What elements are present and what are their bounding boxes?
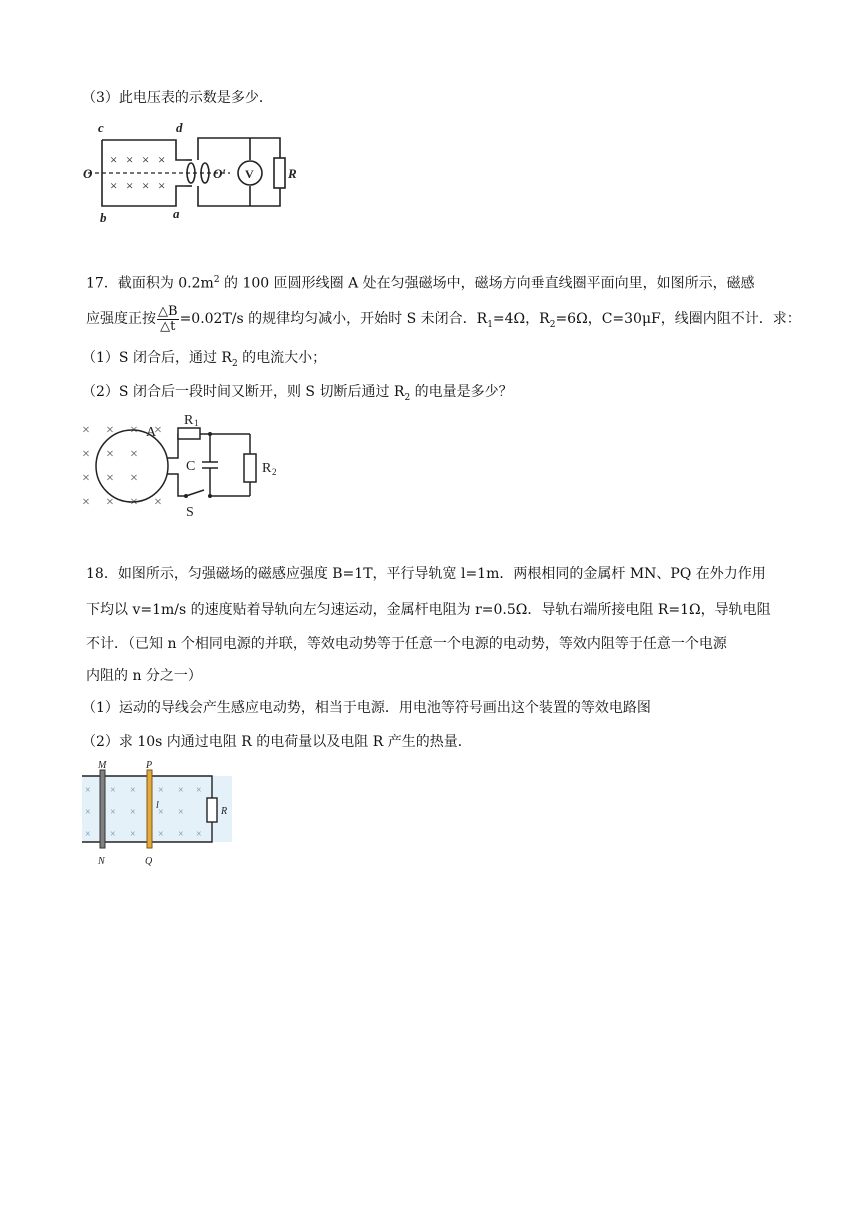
field-cross: × <box>178 807 184 818</box>
q17-line2: 应强度正按 $\frac{\triangle B}{\triangle t}$ =0.02T/s 的规律均匀减小，开始时 S 未闭合．$R_1=4\Omega$，$R_2=6\Omega$，C=30μF，线圈内阻不计．求： <box>86 303 801 334</box>
rod-m-label: M <box>98 760 107 771</box>
field-cross: × <box>110 829 116 840</box>
q18-line3: 不计．（已知 n 个相同电源的并联，等效电动势等于任意一个电源的电动势，等效内阻等于任意一个电源 <box>86 636 727 652</box>
field-cross: × <box>130 495 138 510</box>
rod-p-label: P <box>146 760 153 771</box>
field-cross: × <box>130 471 138 486</box>
field-cross: × <box>158 785 164 796</box>
field-cross: × <box>130 423 138 438</box>
q18-part2: （2）求 10s 内通过电阻 R 的电荷量以及电阻 R 产生的热量． <box>82 734 472 750</box>
field-cross: × <box>196 785 202 796</box>
figure-coil-capacitor <box>80 412 290 522</box>
label-b: b <box>100 210 107 225</box>
field-cross: × <box>142 178 150 193</box>
field-cross: × <box>110 152 118 167</box>
field-cross: × <box>154 423 162 438</box>
field-cross: × <box>196 829 202 840</box>
field-cross: × <box>82 495 90 510</box>
field-cross: × <box>130 807 136 818</box>
resistor-label: R <box>221 806 228 817</box>
field-cross: × <box>106 423 114 438</box>
field-cross: × <box>85 807 91 818</box>
field-cross: × <box>126 178 134 193</box>
field-cross: × <box>85 829 91 840</box>
q18-line1: 18．如图所示，匀强磁场的磁感应强度 B=1T，平行导轨宽 l=1m．两根相同的金属杆 MN、PQ 在外力作用 <box>86 566 766 582</box>
q16-part3: （3）此电压表的示数是多少． <box>82 90 273 106</box>
field-cross: × <box>130 829 136 840</box>
field-cross: × <box>178 829 184 840</box>
voltmeter-label: V <box>245 167 254 181</box>
rail-width-label: l <box>156 800 159 811</box>
field-cross: × <box>106 495 114 510</box>
field-cross: × <box>130 785 136 796</box>
field-cross: × <box>178 785 184 796</box>
field-cross: × <box>106 471 114 486</box>
field-cross: × <box>158 178 166 193</box>
field-cross: × <box>110 785 116 796</box>
field-cross: × <box>110 807 116 818</box>
field-cross: × <box>158 152 166 167</box>
figure-coil-voltmeter <box>80 118 300 228</box>
figure-rails-rods <box>80 760 240 872</box>
q18-part1: （1）运动的导线会产生感应电动势，相当于电源．用电池等符号画出这个装置的等效电路图 <box>82 700 651 716</box>
coil-label: A <box>146 425 157 440</box>
resistor-r1-label: R <box>184 413 194 428</box>
switch-label: S <box>186 505 194 520</box>
rod-n-label: N <box>98 856 105 867</box>
field-cross: × <box>142 152 150 167</box>
delta-fraction: $\frac{\triangle B}{\triangle t}$ <box>158 303 178 334</box>
field-cross: × <box>85 785 91 796</box>
label-a: a <box>173 206 180 221</box>
resistor-r1-subscript: 1 <box>194 418 199 428</box>
q17-part1: （1）S 闭合后，通过 $R_2$ 的电流大小； <box>82 350 327 369</box>
field-cross: × <box>82 447 90 462</box>
q18-line2: 下均以 v=1m/s 的速度贴着导轨向左匀速运动，金属杆电阻为 r=0.5Ω．导轨右端所接电阻 R=1Ω，导轨电阻 <box>86 602 771 618</box>
label-O-prime: O′ <box>213 166 227 181</box>
field-cross: × <box>106 447 114 462</box>
resistor-r2-subscript: 2 <box>272 467 277 477</box>
label-d: d <box>176 120 183 135</box>
field-cross: × <box>82 471 90 486</box>
label-R: R <box>288 166 297 181</box>
label-c: c <box>98 120 104 135</box>
field-cross: × <box>126 152 134 167</box>
field-cross: × <box>158 829 164 840</box>
resistor-r2-label: R <box>262 461 272 476</box>
field-cross: × <box>110 178 118 193</box>
label-O: O <box>83 166 93 181</box>
field-cross: × <box>154 495 162 510</box>
field-cross: × <box>158 807 164 818</box>
field-cross: × <box>82 423 90 438</box>
q17-line1: 17．截面积为 $0.2m^2$ 的 100 匝圆形线圈 A 处在匀强磁场中，磁场方向垂直线圈平面向里，如图所示，磁感 <box>86 275 755 292</box>
capacitor-label: C <box>186 459 196 474</box>
field-cross: × <box>130 447 138 462</box>
q18-line4: 内阻的 n 分之一） <box>86 668 202 684</box>
rod-q-label: Q <box>145 856 153 867</box>
q17-part2: （2）S 闭合后一段时间又断开，则 S 切断后通过 $R_2$ 的电量是多少？ <box>82 384 513 403</box>
